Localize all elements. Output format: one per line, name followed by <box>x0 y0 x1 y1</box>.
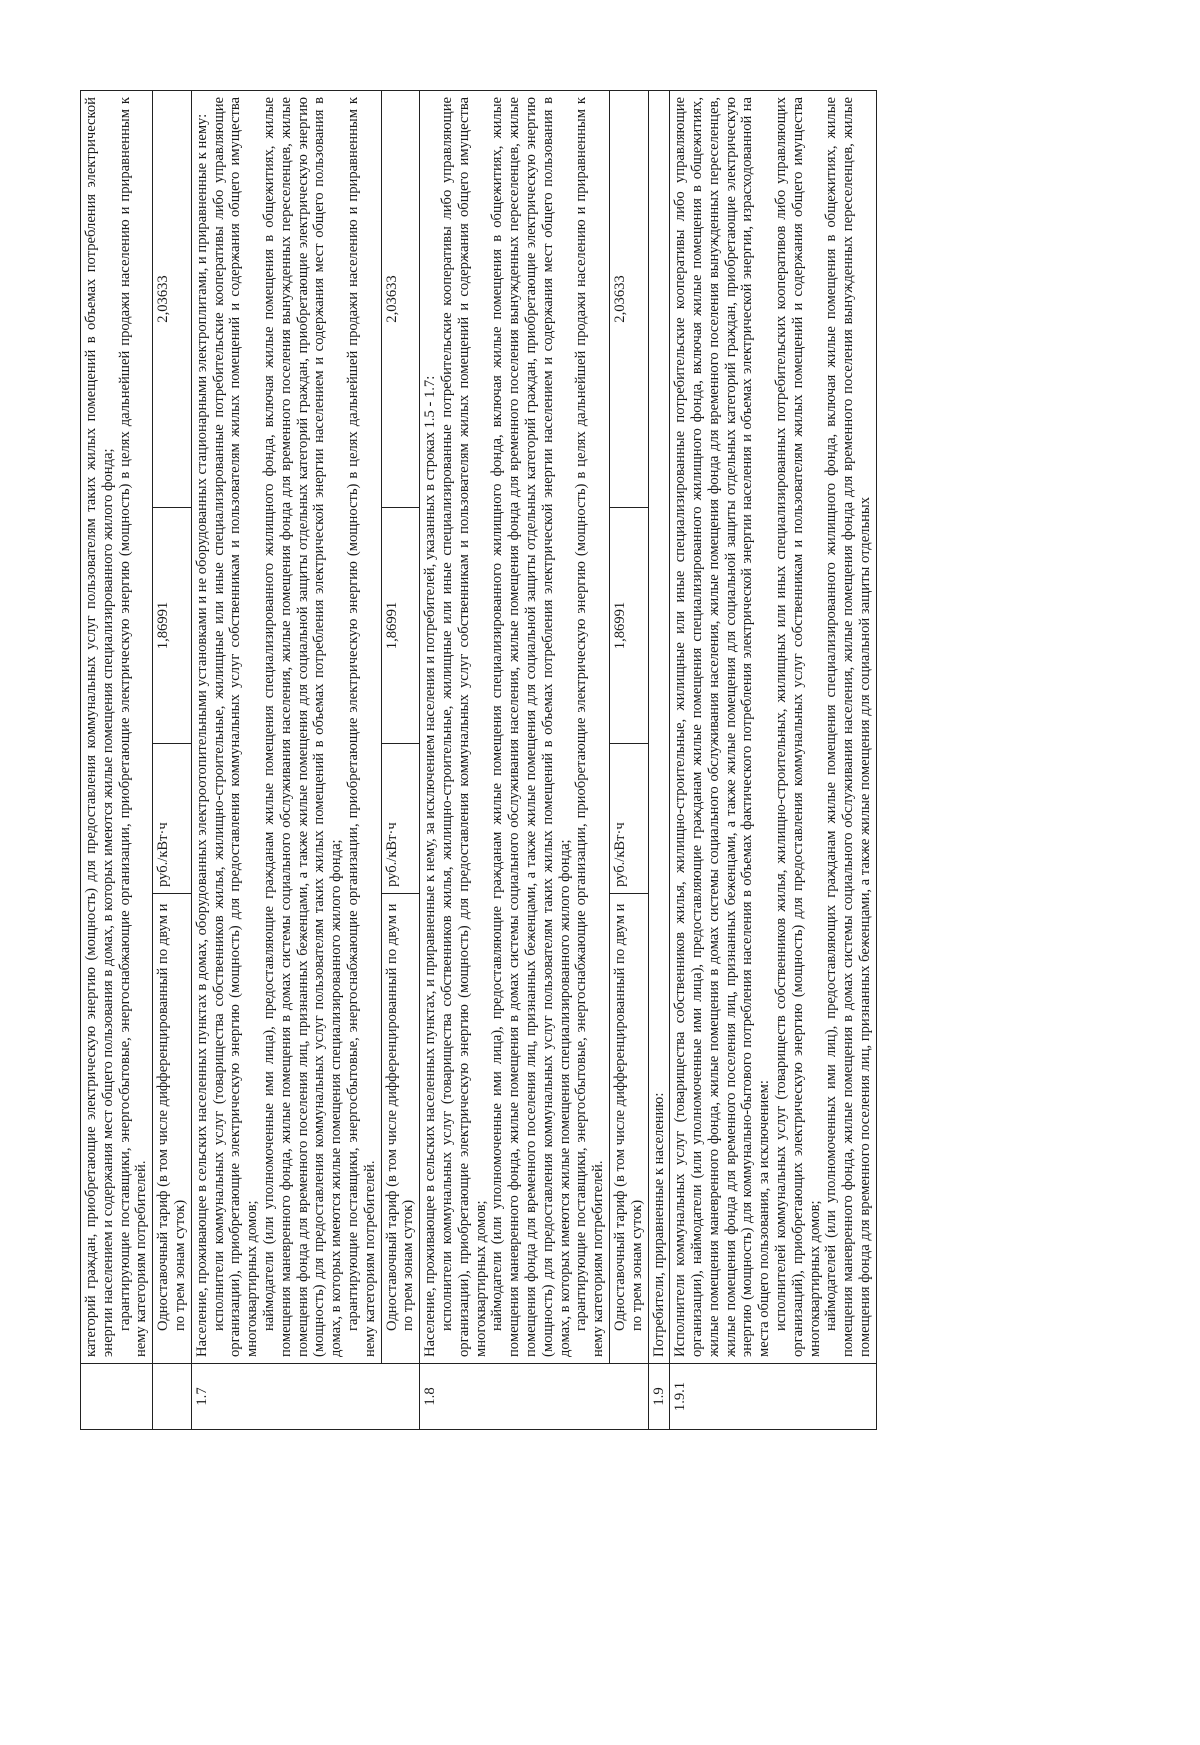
tariff-unit: руб./кВт·ч <box>153 744 192 894</box>
tariff-name: Одноставочный тариф (в том числе дифференцированный по двум и по трем зонам суток) <box>381 894 420 1364</box>
continued-text-cell <box>81 91 153 1364</box>
text-paragraph: наймодатели (или уполномоченные ими лица), предоставляющие гражданам жилые помещения специализированного жилищного фонда, включая жилые помещения в общежитиях, жилые помещения маневренного фонда, жилые помещения в домах системы социального обслуживания населения, жилые помещения фонда для временного поселения вынужденных переселенцев, жилые помещения фонда для временного поселения лиц, признанных беженцами, а также жилые помещения для социальной защиты отдельных категорий граждан, приобретающие электрическую энергию (мощность) для предоставления коммунальных услуг пользователям таких жилых помещений в объемах потребления электрической энергии населением и содержания мест общего пользования в домах, в которых имеются жилые помещения специализированного жилого фонда; <box>260 97 345 1357</box>
text-paragraph: Исполнители коммунальных услуг (товарищества собственников жилья, жилищно-строительные, жилищные или иные специализированные потребительские кооперативы либо управляющие организации), наймодатели (или уполномоченные ими лица), предоставляющие гражданам жилые помещения специализированного жилищного фонда, включая жилые помещения в общежитиях, жилые помещения маневренного фонда, жилые помещения в домах системы социального обслуживания населения, жилые помещения фонда для временного поселения вынужденных переселенцев, жилые помещения фонда для временного поселения лиц, признанных беженцами, а также жилые помещения для социальной защиты отдельных категорий граждан, приобретающие электрическую энергию (мощность) для коммунально-бытового потребления населения в объемах фактического потребления электрической энергии населения и объемах электрической энергии, израсходованной на места общего пользования, за исключением: <box>672 97 773 1357</box>
text-paragraph: исполнители коммунальных услуг (товарищества собственников жилья, жилищно-строительные, жилищные или иные специализированные потребительские кооперативы либо управляющие организации), приобретающие электрическую энергию (мощность) для предоставления коммунальных услуг собственникам и пользователям жилых помещений и содержания общего имущества многоквартирных домов; <box>210 97 261 1357</box>
row-number: 1.9 <box>648 1364 670 1430</box>
section-heading-cell <box>648 91 670 1364</box>
row-number: 1.9.1 <box>670 1364 877 1430</box>
section-heading: Население, проживающее в сельских населенных пунктах в домах, оборудованных электроотопительными установками и не оборудованных стационарными электроплитами, и приравненные к нему: <box>193 113 210 1357</box>
tariff-value-1: 1,86991 <box>381 508 420 744</box>
text-paragraph: гарантирующие поставщики, энергосбытовые, энергоснабжающие организации, приобретающие электрическую энергию (мощность) в целях дальнейшей продажи населению и приравненным к нему категориям потребителей. <box>573 97 607 1357</box>
text-paragraph: категорий граждан, приобретающие электрическую энергию (мощность) для предоставления коммунальных услуг пользователям таких жилых помещений в объемах потребления электрической энергии населением и содержания мест общего пользования в домах, в которых имеются жилые помещения специализированного жилого фонда; <box>83 97 116 1357</box>
text-paragraph: гарантирующие поставщики, энергосбытовые, энергоснабжающие организации, приобретающие электрическую энергию (мощность) в целях дальнейшей продажи населению и приравненным к нему категориям потребителей. <box>116 97 150 1357</box>
table-row <box>81 91 153 1430</box>
tariff-table <box>80 90 877 1430</box>
table-row <box>153 91 192 1430</box>
text-paragraph: исполнители коммунальных услуг (товарищества собственников жилья, жилищно-строительные, жилищные или иные специализированные потребительские кооперативы либо управляющие организации), приобретающие электрическую энергию (мощность) для предоставления коммунальных услуг собственникам и пользователям жилых помещений и содержания общего имущества многоквартирных домов; <box>438 97 489 1357</box>
tariff-value-1: 1,86991 <box>153 508 192 744</box>
table-row <box>648 91 670 1430</box>
tariff-name: Одноставочный тариф (в том числе дифференцированный по двум и по трем зонам суток) <box>609 894 648 1364</box>
section-heading: Потребители, приравненные к населению: <box>650 1092 667 1357</box>
rotated-content <box>80 90 1080 1430</box>
section-text-cell <box>420 91 610 1364</box>
table-row <box>381 91 420 1430</box>
row-number: 1.8 <box>420 1364 648 1430</box>
tariff-value-2: 2,03633 <box>609 91 648 508</box>
table-row <box>420 91 610 1430</box>
tariff-value-1: 1,86991 <box>609 508 648 744</box>
tariff-name: Одноставочный тариф (в том числе дифференцированный по двум и по трем зонам суток) <box>153 894 192 1364</box>
tariff-unit: руб./кВт·ч <box>609 744 648 894</box>
text-paragraph: наймодателей (или уполномоченных ими лиц), предоставляющих гражданам жилые помещения специализированного жилищного фонда, включая жилые помещения в общежитиях, жилые помещения маневренного фонда, жилые помещения в домах системы социального обслуживания населения, жилые помещения фонда для временного поселения вынужденных переселенцев, жилые помещения фонда для временного поселения лиц, признанных беженцами, а также жилые помещения для социальной защиты отдельных <box>823 97 874 1357</box>
table-row <box>670 91 877 1430</box>
text-paragraph: исполнителей коммунальных услуг (товариществ собственников жилья, жилищно-строительных, жилищных или иных специализированных потребительских кооперативов либо управляющих организаций), приобретающих электрическую энергию (мощность) для предоставления коммунальных услуг собственникам и пользователям жилых помещений и содержания общего имущества многоквартирных домов; <box>773 97 823 1357</box>
section-text-cell <box>670 91 877 1364</box>
table-row <box>609 91 648 1430</box>
tariff-value-2: 2,03633 <box>381 91 420 508</box>
tariff-value-2: 2,03633 <box>153 91 192 508</box>
table-row <box>191 91 381 1430</box>
row-number: 1.7 <box>191 1364 419 1430</box>
text-paragraph: гарантирующие поставщики, энергосбытовые, энергоснабжающие организации, приобретающие электрическую энергию (мощность) в целях дальнейшей продажи населению и приравненным к нему категориям потребителей. <box>344 97 378 1357</box>
tariff-unit: руб./кВт·ч <box>381 744 420 894</box>
section-text-cell <box>191 91 381 1364</box>
text-paragraph: наймодатели (или уполномоченные ими лица), предоставляющие гражданам жилые помещения специализированного жилищного фонда, включая жилые помещения в общежитиях, жилые помещения маневренного фонда, жилые помещения в домах системы социального обслуживания населения, жилые помещения фонда для временного поселения вынужденных переселенцев, жилые помещения фонда для временного поселения лиц, признанных беженцами, а также жилые помещения для социальной защиты отдельных категорий граждан, приобретающие электрическую энергию (мощность) для предоставления коммунальных услуг пользователям таких жилых помещений в объемах потребления электрической энергии населением и содержания мест общего пользования в домах, в которых имеются жилые помещения специализированного жилого фонда; <box>489 97 573 1357</box>
section-heading: Население, проживающее в сельских населенных пунктах, и приравненные к нему, за исключением населения и потребителей, указанных в строках 1.5 - 1.7: <box>422 375 439 1357</box>
